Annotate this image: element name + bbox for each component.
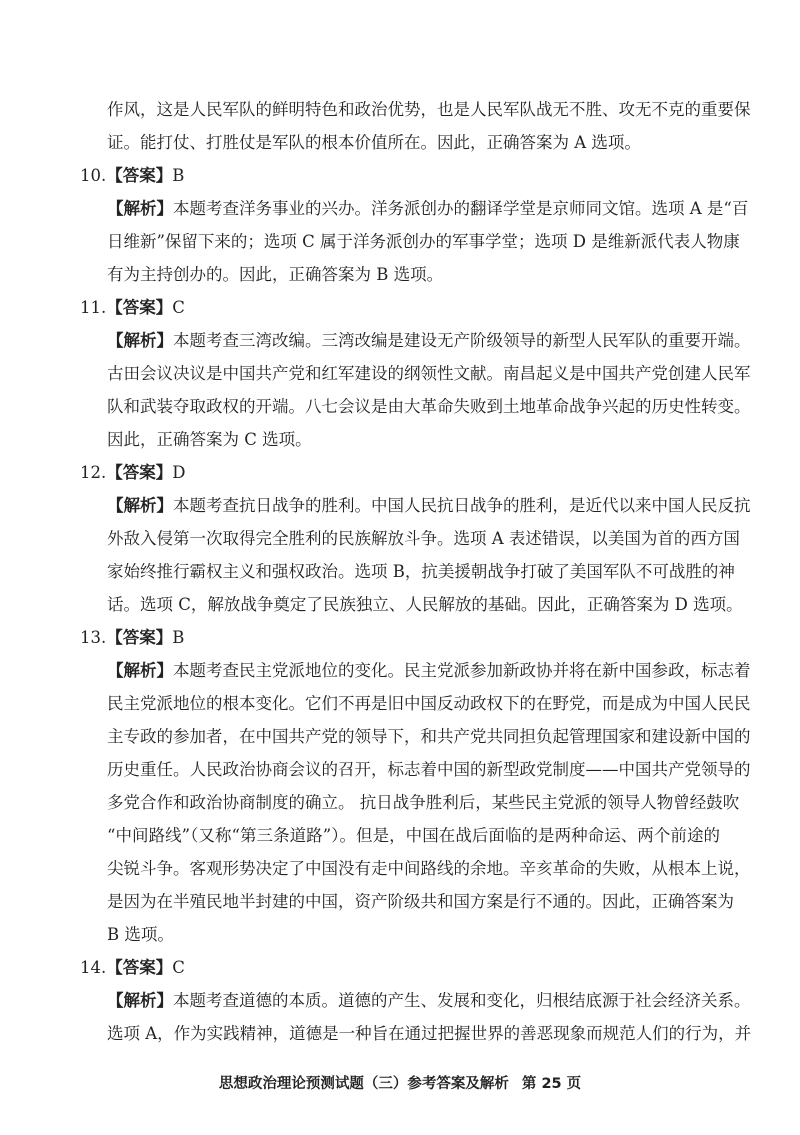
q13-answer-label: 【答案】 <box>106 628 173 647</box>
q13-analysis-line-3: 主专政的参加者，在中国共产党的领导下，和共产党共同担负起管理国家和建设新中国的 <box>107 727 751 746</box>
q11-answer: C <box>172 298 185 317</box>
q11-analysis-line-4: 因此，正确答案为 C 选项。 <box>107 430 312 449</box>
intro-line-2: 证。能打仗、打胜仗是军队的根本价值所在。因此，正确答案为 A 选项。 <box>107 133 641 152</box>
q11-answer-label: 【答案】 <box>106 298 173 317</box>
q11-text-1: 本题考查三湾改编。三湾改编是建设无产阶级领导的新型人民军队的重要开端。 <box>173 331 751 350</box>
q13-answer: B <box>172 628 185 647</box>
q14-answer-line <box>80 958 720 978</box>
q12-number: 12. <box>80 463 107 482</box>
q11-answer-line <box>80 298 720 318</box>
q12-analysis-label: 【解析】 <box>107 496 173 515</box>
q11-analysis-line-1 <box>107 331 751 351</box>
q12-analysis-line-1 <box>107 496 751 516</box>
q14-answer-label: 【答案】 <box>106 958 173 977</box>
q13-answer-line <box>80 628 720 648</box>
q14-number: 14. <box>80 958 107 977</box>
q12-answer: D <box>172 463 186 482</box>
q14-analysis-line-1 <box>107 991 751 1011</box>
q12-analysis-line-4: 话。选项 C，解放战争奠定了民族独立、人民解放的基础。因此，正确答案为 D 选项。 <box>107 595 743 614</box>
q10-answer-line <box>80 166 720 186</box>
q13-analysis-line-9: B 选项。 <box>107 925 174 944</box>
q10-answer-label: 【答案】 <box>106 166 173 185</box>
q13-analysis-line-4: 历史重任。人民政治协商会议的召开，标志着中国的新型政党制度——中国共产党领导的 <box>107 760 751 779</box>
q12-answer-line <box>80 463 720 483</box>
q13-analysis-line-2: 民主党派地位的根本变化。它们不再是旧中国反动政权下的在野党，而是成为中国人民民 <box>107 694 751 713</box>
q10-analysis-line-3: 有为主持创办的。因此，正确答案为 B 选项。 <box>107 265 444 284</box>
q13-text-1: 本题考查民主党派地位的变化。民主党派参加新政协并将在新中国参政，标志着 <box>173 661 751 680</box>
q11-analysis-line-2: 古田会议决议是中国共产党和红军建设的纲领性文献。南昌起义是中国共产党创建人民军 <box>107 364 751 383</box>
q10-number: 10. <box>80 166 107 185</box>
q11-analysis-label: 【解析】 <box>107 331 173 350</box>
q13-analysis-label: 【解析】 <box>107 661 173 680</box>
q10-answer: B <box>172 166 185 185</box>
page-footer <box>0 1072 800 1093</box>
q14-analysis-line-2: 选项 A，作为实践精神，道德是一种旨在通过把握世界的善恶现象而规范人们的行为，并 <box>107 1024 752 1043</box>
q12-text-1: 本题考查抗日战争的胜利。中国人民抗日战争的胜利，是近代以来中国人民反抗 <box>173 496 751 515</box>
q13-analysis-line-7: 尖锐斗争。客观形势决定了中国没有走中间路线的余地。辛亥革命的失败，从根本上说， <box>107 859 751 878</box>
q13-number: 13. <box>80 628 107 647</box>
q13-analysis-line-8: 是因为在半殖民地半封建的中国，资产阶级共和国方案是行不通的。因此，正确答案为 <box>107 892 734 911</box>
q14-analysis-label: 【解析】 <box>107 991 173 1010</box>
q12-answer-label: 【答案】 <box>106 463 173 482</box>
q14-text-1: 本题考查道德的本质。道德的产生、发展和变化，归根结底源于社会经济关系。 <box>173 991 751 1010</box>
intro-line-1: 作风，这是人民军队的鲜明特色和政治优势，也是人民军队战无不胜、攻无不克的重要保 <box>107 100 751 119</box>
q10-analysis-line-1 <box>107 199 749 219</box>
footer-title: 思想政治理论预测试题（三）参考答案及解析 <box>218 1076 509 1092</box>
q10-text-1: 本题考查洋务事业的兴办。洋务派创办的翻译学堂是京师同文馆。选项 A 是“百 <box>173 199 749 218</box>
q11-number: 11. <box>80 298 107 317</box>
q13-analysis-line-1 <box>107 661 751 681</box>
footer-page-number: 第 25 页 <box>521 1076 582 1092</box>
q10-analysis-label: 【解析】 <box>107 199 173 218</box>
q13-analysis-line-6: “中间路线”（又称“第三条道路”）。但是，中国在战后面临的是两种命运、两个前途的 <box>107 826 720 845</box>
q12-analysis-line-2: 外敌入侵第一次取得完全胜利的民族解放斗争。选项 A 表述错误，以美国为首的西方国 <box>107 529 740 548</box>
q11-analysis-line-3: 队和武装夺取政权的开端。八七会议是由大革命失败到土地革命战争兴起的历史性转变。 <box>107 397 751 416</box>
q10-analysis-line-2: 日维新”保留下来的；选项 C 属于洋务派创办的军事学堂；选项 D 是维新派代表人物康 <box>107 232 740 251</box>
q14-answer: C <box>172 958 185 977</box>
q12-analysis-line-3: 家始终推行霸权主义和强权政治。选项 B，抗美援朝战争打破了美国军队不可战胜的神 <box>107 562 735 581</box>
q13-analysis-line-5: 多党合作和政治协商制度的确立。 抗日战争胜利后，某些民主党派的领导人物曾经鼓吹 <box>107 793 740 812</box>
